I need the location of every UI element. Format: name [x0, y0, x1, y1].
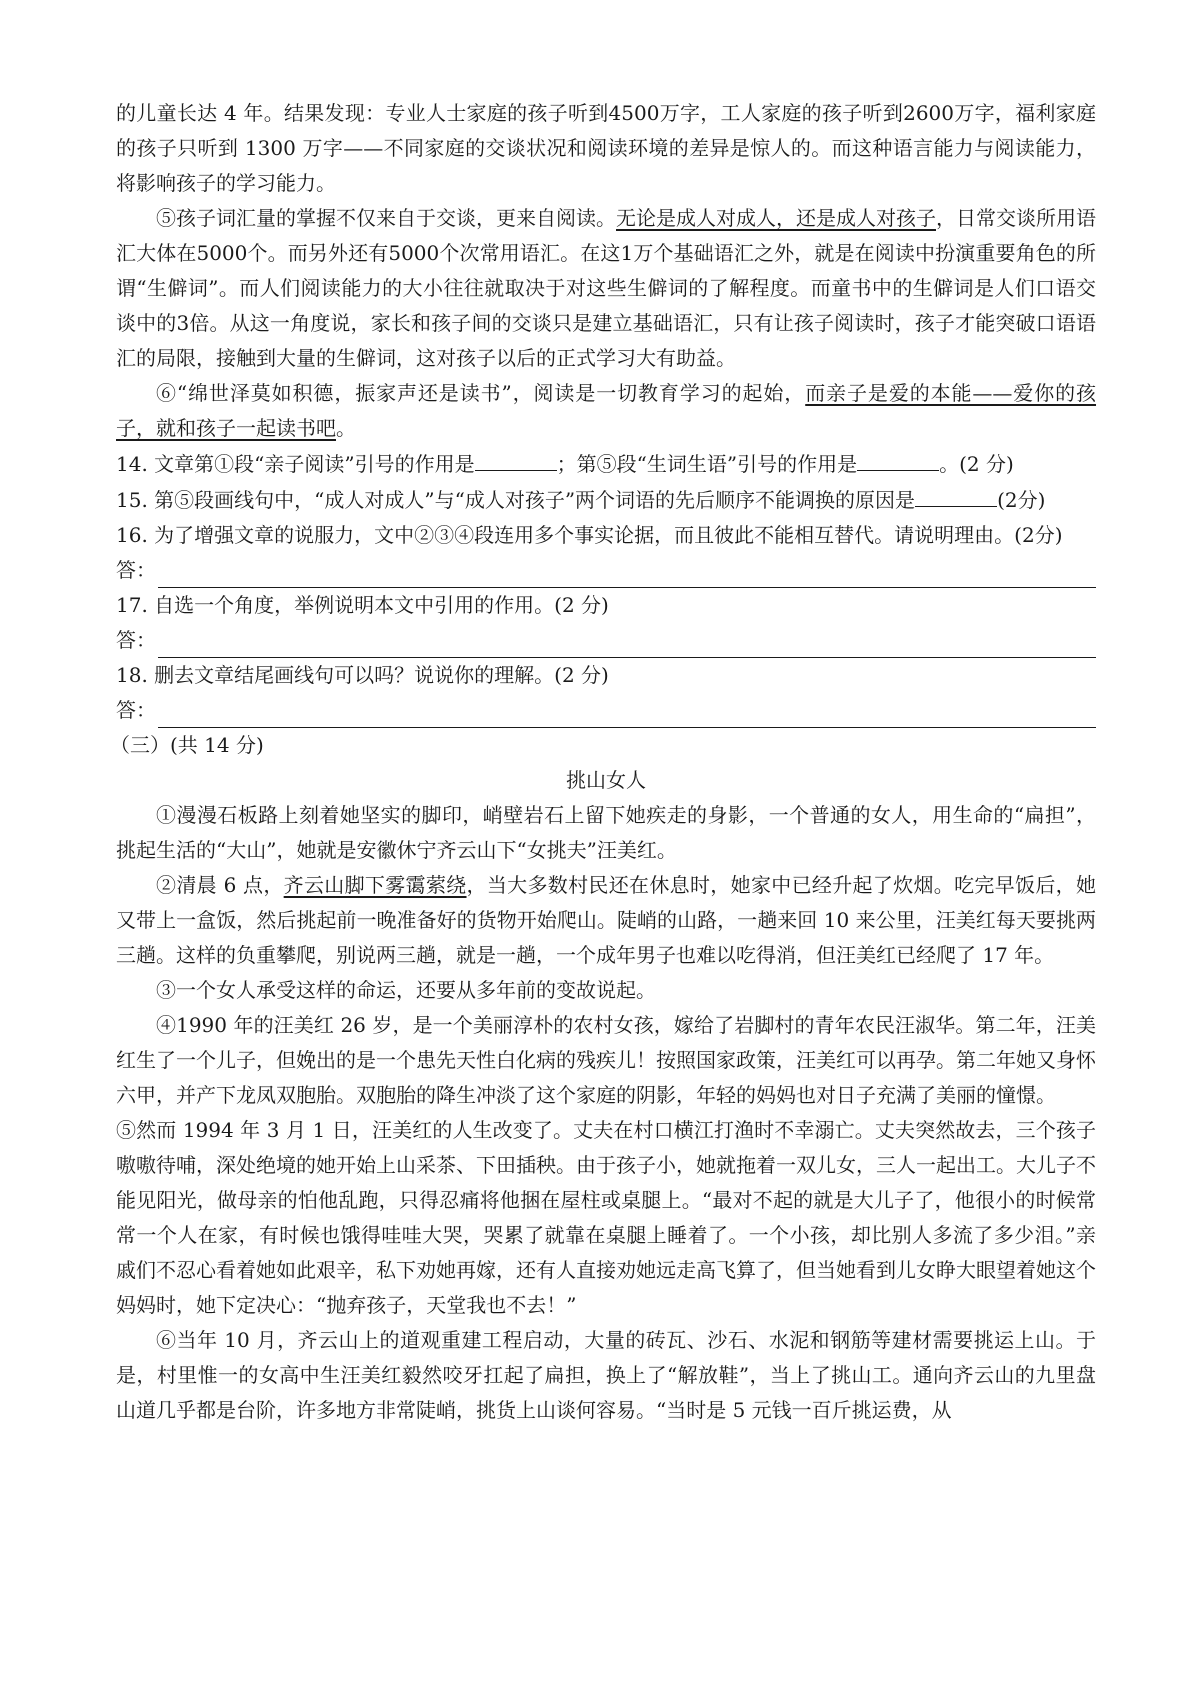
answer-underline[interactable]	[158, 631, 1096, 658]
question-15: 15. 第⑤段画线句中，“成人对成人”与“成人对孩子”两个词语的先后顺序不能调换的原因是 (2分)	[116, 482, 1096, 518]
answer-line-18[interactable]	[116, 693, 1096, 728]
answer-label: 答：	[116, 698, 156, 722]
passage-paragraph-6: ⑥“绵世泽莫如积德，振家声还是读书”，阅读是一切教育学习的起始，而亲子是爱的本能——爱你的孩子，就和孩子一起读书吧。	[116, 381, 1097, 440]
article-paragraph-5: ⑤然而 1994 年 3 月 1 日，汪美红的人生改变了。丈夫在村口横江打渔时不幸溺亡。丈夫突然故去，三个孩子嗷嗷待哺，深处绝境的她开始上山采茶、下田插秧。由于孩子小，她就拖着一双儿女，三人一起出工。大儿子不能见阳光，做母亲的怕他乱跑，只得忍痛将他捆在屋柱或桌腿上。“最对不起的就是大儿子了，他很小的时候常常一个人在家，有时候也饿得哇哇大哭，哭累了就靠在桌腿上睡着了。一个小孩，却比别人多流了多少泪。”亲戚们不忍心看着她如此艰辛，私下劝她再嫁，还有人直接劝她远走高飞算了，但当她看到儿女睁大眼望着她这个妈妈时，她下定决心：“抛弃孩子，天堂我也不去！”	[116, 1118, 1096, 1317]
question-14: 14. 文章第①段“亲子阅读”引号的作用是 ；第⑤段“生词生语”引号的作用是 。(2 分)	[116, 446, 1096, 482]
underlined-sentence-p5: 无论是成人对成人，还是成人对孩子	[616, 206, 936, 230]
exam-page	[110, 96, 1097, 1428]
article-paragraph-1: ①漫漫石板路上刻着她坚实的脚印，峭壁岩石上留下她疾走的身影，一个普通的女人，用生命的“扁担”，挑起生活的“大山”，她就是安徽休宁齐云山下“女挑夫”汪美红。	[116, 803, 1096, 862]
passage-paragraph-5: ⑤孩子词汇量的掌握不仅来自于交谈，更来自阅读。无论是成人对成人，还是成人对孩子，日常交谈所用语汇大体在5000个。而另外还有5000个次常用语汇。在这1万个基础语汇之外，就是在阅读中扮演重要角色的所谓“生僻词”。而人们阅读能力的大小往往就取决于对这些生僻词的了解程度。而童书中的生僻词是人们口语交谈中的3倍。从这一角度说，家长和孩子间的交谈只是建立基础语汇，只有让孩子阅读时，孩子才能突破口语语汇的局限，接触到大量的生僻词，这对孩子以后的正式学习大有助益。	[116, 206, 1096, 370]
answer-underline[interactable]	[158, 701, 1096, 728]
answer-label: 答：	[116, 628, 156, 652]
underlined-phrase-p2: 齐云山脚下雾霭萦绕	[283, 873, 467, 897]
article-paragraph-3: ③一个女人承受这样的命运，还要从多年前的变故说起。	[156, 978, 656, 1002]
answer-line-16[interactable]	[116, 553, 1096, 588]
section-header: （三）(共 14 分)	[110, 733, 264, 757]
answer-blank-15[interactable]	[915, 482, 997, 507]
article-paragraph-2: ②清晨 6 点，齐云山脚下雾霭萦绕，当大多数村民还在休息时，她家中已经升起了炊烟。吃完早饭后，她又带上一盒饭，然后挑起前一晚准备好的货物开始爬山。陡峭的山路，一趟来回 10 来公里，汪美红每天要挑两三趟。这样的负重攀爬，别说两三趟，就是一趟，一个成年男子也难以吃得消，但汪美红已经爬了 17 年。	[116, 873, 1097, 967]
answer-blank-14b[interactable]	[857, 446, 939, 471]
article-paragraph-4: ④1990 年的汪美红 26 岁，是一个美丽淳朴的农村女孩，嫁给了岩脚村的青年农民汪淑华。第二年，汪美红生了一个儿子，但娩出的是一个患先天性白化病的残疾儿！按照国家政策，汪美红可以再孕。第二年她又身怀六甲，并产下龙凤双胞胎。双胞胎的降生冲淡了这个家庭的阴影，年轻的妈妈也对日子充满了美丽的憧憬。	[116, 1013, 1096, 1107]
article-title: 挑山女人	[566, 768, 646, 792]
question-17: 17. 自选一个角度，举例说明本文中引用的作用。(2 分)	[116, 593, 609, 617]
question-18: 18. 删去文章结尾画线句可以吗？说说你的理解。(2 分)	[116, 663, 609, 687]
question-16: 16. 为了增强文章的说服力，文中②③④段连用多个事实论据，而且彼此不能相互替代。请说明理由。(2分)	[116, 523, 1063, 547]
underlined-sentence-p6: 而亲子是爱的本能——爱你的孩子，就和孩子一起读书吧	[116, 381, 1097, 440]
passage-paragraph-continued: 的儿童长达 4 年。结果发现：专业人士家庭的孩子听到4500万字，工人家庭的孩子听到2600万字，福利家庭的孩子只听到 1300 万字——不同家庭的交谈状况和阅读环境的差异是惊人的。而这种语言能力与阅读能力，将影响孩子的学习能力。	[116, 101, 1096, 195]
answer-blank-14a[interactable]	[475, 446, 557, 471]
answer-label: 答：	[116, 558, 156, 582]
answer-underline[interactable]	[158, 561, 1096, 588]
article-paragraph-6: ⑥当年 10 月，齐云山上的道观重建工程启动，大量的砖瓦、沙石、水泥和钢筋等建材需要挑运上山。于是，村里惟一的女高中生汪美红毅然咬牙扛起了扁担，换上了“解放鞋”，当上了挑山工。通向齐云山的九里盘山道几乎都是台阶，许多地方非常陡峭，挑货上山谈何容易。“当时是 5 元钱一百斤挑运费，从	[116, 1328, 1096, 1422]
answer-line-17[interactable]	[116, 623, 1096, 658]
